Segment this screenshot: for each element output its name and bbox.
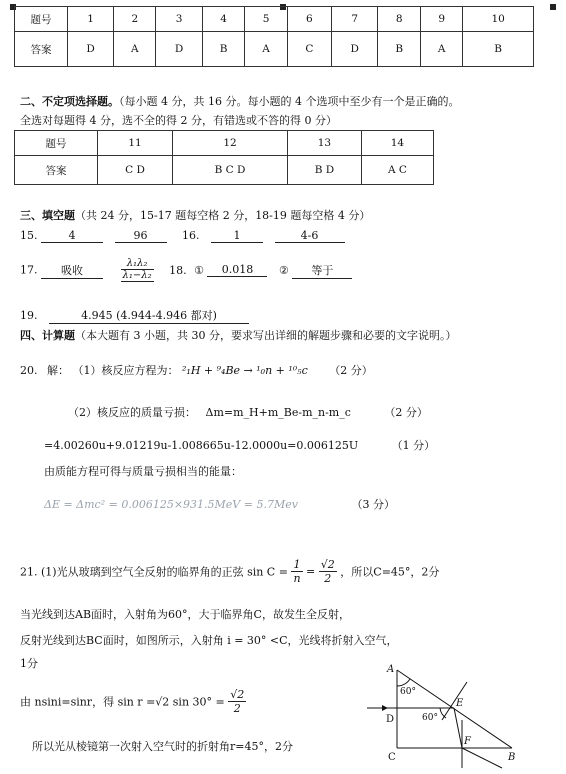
q20-calculation: =4.00260u+9.01219u-1.008665u-12.0000u=0.006125U xyxy=(44,439,359,452)
q21-line5 xyxy=(20,688,246,715)
q19-answer: 4.945 (4.944-4.946 都对) xyxy=(49,307,249,324)
section3-title: 三、填空题 xyxy=(20,209,75,222)
q16-answer-a: 1 xyxy=(211,229,263,243)
q20-part2: （2）核反应的质量亏损： xyxy=(68,406,196,419)
question-19 xyxy=(20,307,249,324)
table-cell: 12 xyxy=(173,131,288,156)
section2-desc: （每小题 4 分，共 16 分。每小题的 4 个选项中至少有一个是正确的。 xyxy=(119,95,460,108)
refracted-ray xyxy=(462,748,502,768)
q21-frac1-num: 1 xyxy=(291,558,302,572)
table-cell: 3 xyxy=(156,7,202,32)
q21-frac1-den: n xyxy=(293,572,301,585)
table-cell: D xyxy=(68,32,114,67)
section2-title: 二、不定项选择题。 xyxy=(20,95,119,108)
table-cell: B xyxy=(202,32,245,67)
q16-label: 16. xyxy=(182,229,200,242)
angle-arc-a xyxy=(397,679,410,686)
table-cell: B xyxy=(463,32,534,67)
table-cell: A xyxy=(114,32,156,67)
q20-points3: （1 分） xyxy=(391,439,436,452)
table-cell: 答案 xyxy=(15,32,68,67)
q21-fraction-2 xyxy=(319,558,337,585)
q17-fraction xyxy=(121,258,154,282)
q21-line3: 反射光线到达BC面时，如图所示，入射角 i = 30° <C，光线将折射入空气， xyxy=(20,634,398,647)
table-cell: D xyxy=(156,32,202,67)
table-cell: 9 xyxy=(421,7,463,32)
q20-mass-equation: Δm=m_H+m_Be-m_n-m_c xyxy=(205,406,351,419)
table-cell: 13 xyxy=(287,131,361,156)
label-d: D xyxy=(386,714,395,725)
table-cell: 4 xyxy=(202,7,245,32)
section2-desc-line2: 全选对每题得 4 分，选不全的得 2 分，有错选或不答的得 0 分） xyxy=(20,114,337,127)
q21-equals: = xyxy=(306,565,316,578)
q19-label: 19. xyxy=(20,309,38,322)
table-cell: B C D xyxy=(173,156,288,185)
answer-table-2 xyxy=(14,130,434,185)
q20-energy: ΔE = Δmc² = 0.006125×931.5MeV = 5.7Mev xyxy=(44,498,298,511)
q20-line1 xyxy=(20,362,373,378)
table-cell: 7 xyxy=(332,7,378,32)
q20-line3 xyxy=(44,437,435,453)
q18-answer-b: 等于 xyxy=(292,262,352,279)
q17-numerator: λ₁λ₂ xyxy=(121,258,154,270)
q21-line6: 所以光从棱镜第一次射入空气时的折射角r=45°，2分 xyxy=(32,740,293,753)
reflected-ray xyxy=(454,708,462,748)
q20-points2: （2 分） xyxy=(384,406,428,419)
q17-answer-a: 吸收 xyxy=(41,262,103,279)
table-cell: 5 xyxy=(245,7,287,32)
angle-arc-e xyxy=(440,708,446,718)
q20-solve: 解： xyxy=(47,364,69,377)
q20-line5 xyxy=(44,496,395,512)
table-cell: A xyxy=(245,32,287,67)
table-cell: A C xyxy=(361,156,433,185)
q16-answer-b: 4-6 xyxy=(275,229,345,243)
table-cell: C D xyxy=(98,156,173,185)
table-cell: A xyxy=(421,32,463,67)
q20-line2 xyxy=(68,404,428,420)
section3-desc: （共 24 分，15-17 题每空格 2 分，18-19 题每空格 4 分） xyxy=(75,209,371,222)
q21-frac2-den: 2 xyxy=(324,572,332,585)
q20-points1: （2 分） xyxy=(329,364,373,377)
q18-answer-a: 0.018 xyxy=(207,263,267,277)
table-cell: 11 xyxy=(98,131,173,156)
table-row xyxy=(15,32,534,67)
q21-frac3-den: 2 xyxy=(233,702,241,715)
section4-desc: （本大题有 3 小题，共 30 分，要求写出详细的解题步骤和必要的文字说明。） xyxy=(75,329,457,342)
table-row xyxy=(15,7,534,32)
q18-marker-2: ② xyxy=(278,263,289,277)
table-cell: 1 xyxy=(68,7,114,32)
table-cell: 题号 xyxy=(15,7,68,32)
table-cell: 题号 xyxy=(15,131,98,156)
q21-frac3-num: √2 xyxy=(230,688,245,701)
q20-label: 20. xyxy=(20,364,38,377)
q15-label: 15. xyxy=(20,229,38,242)
table-cell: 14 xyxy=(361,131,433,156)
q18-marker-1: ① xyxy=(194,263,204,277)
q21-frac2-num: √2 xyxy=(320,558,335,571)
q21-line1-end: ，所以C=45°，2分 xyxy=(340,565,440,579)
crop-mark-right xyxy=(550,4,556,10)
label-e: E xyxy=(456,698,464,709)
q20-points4: （3 分） xyxy=(351,498,395,511)
table-cell: 6 xyxy=(287,7,331,32)
q15-answer-a: 4 xyxy=(41,229,103,243)
table-cell: 答案 xyxy=(15,156,98,185)
section4-title: 四、计算题 xyxy=(20,329,75,342)
table-cell: B xyxy=(378,32,421,67)
section3-heading xyxy=(20,207,370,223)
table-row xyxy=(15,131,434,156)
q21-line4: 1分 xyxy=(20,657,38,670)
table-cell: B D xyxy=(287,156,361,185)
table-cell: D xyxy=(332,32,378,67)
section2-heading xyxy=(20,93,459,109)
q21-line2: 当光线到达AB面时，入射角为60°，大于临界角C，故发生全反射， xyxy=(20,608,350,621)
question-15-16 xyxy=(20,229,345,243)
q17-label: 17. xyxy=(20,263,38,277)
label-b: B xyxy=(508,752,516,763)
label-a: A xyxy=(387,664,395,675)
q15-answer-b: 96 xyxy=(115,229,167,243)
q18-label: 18. xyxy=(169,263,187,277)
q21-line1 xyxy=(20,558,439,585)
q17-denominator: λ₁−λ₂ xyxy=(122,270,152,281)
table-cell: C xyxy=(287,32,331,67)
arrow-icon xyxy=(382,705,388,711)
angle-label-2: 60° xyxy=(422,713,438,723)
angle-label-1: 60° xyxy=(400,687,416,697)
section4-heading xyxy=(20,327,456,343)
question-17-18 xyxy=(20,258,352,282)
label-f: F xyxy=(464,736,471,747)
q21-fraction-3 xyxy=(228,688,246,715)
table-cell: 10 xyxy=(463,7,534,32)
q21-fraction-1 xyxy=(291,558,302,585)
q20-equation: ²₁H + ⁹₄Be → ¹₀n + ¹⁰₅c xyxy=(182,364,308,377)
q20-line4: 由质能方程可得与质量亏损相当的能量： xyxy=(44,465,242,478)
prism-diagram xyxy=(362,660,537,770)
q21-line1-text: 21. (1)光从玻璃到空气全反射的临界角的正弦 sin C = xyxy=(20,565,288,579)
answer-table-1 xyxy=(14,6,534,67)
table-row xyxy=(15,156,434,185)
q21-line5-text: 由 nsini=sinr，得 sin r =√2 sin 30° = xyxy=(20,695,225,709)
label-c: C xyxy=(388,752,396,763)
table-cell: 2 xyxy=(114,7,156,32)
table-cell: 8 xyxy=(378,7,421,32)
q20-part1: （1）核反应方程为： xyxy=(72,364,179,377)
